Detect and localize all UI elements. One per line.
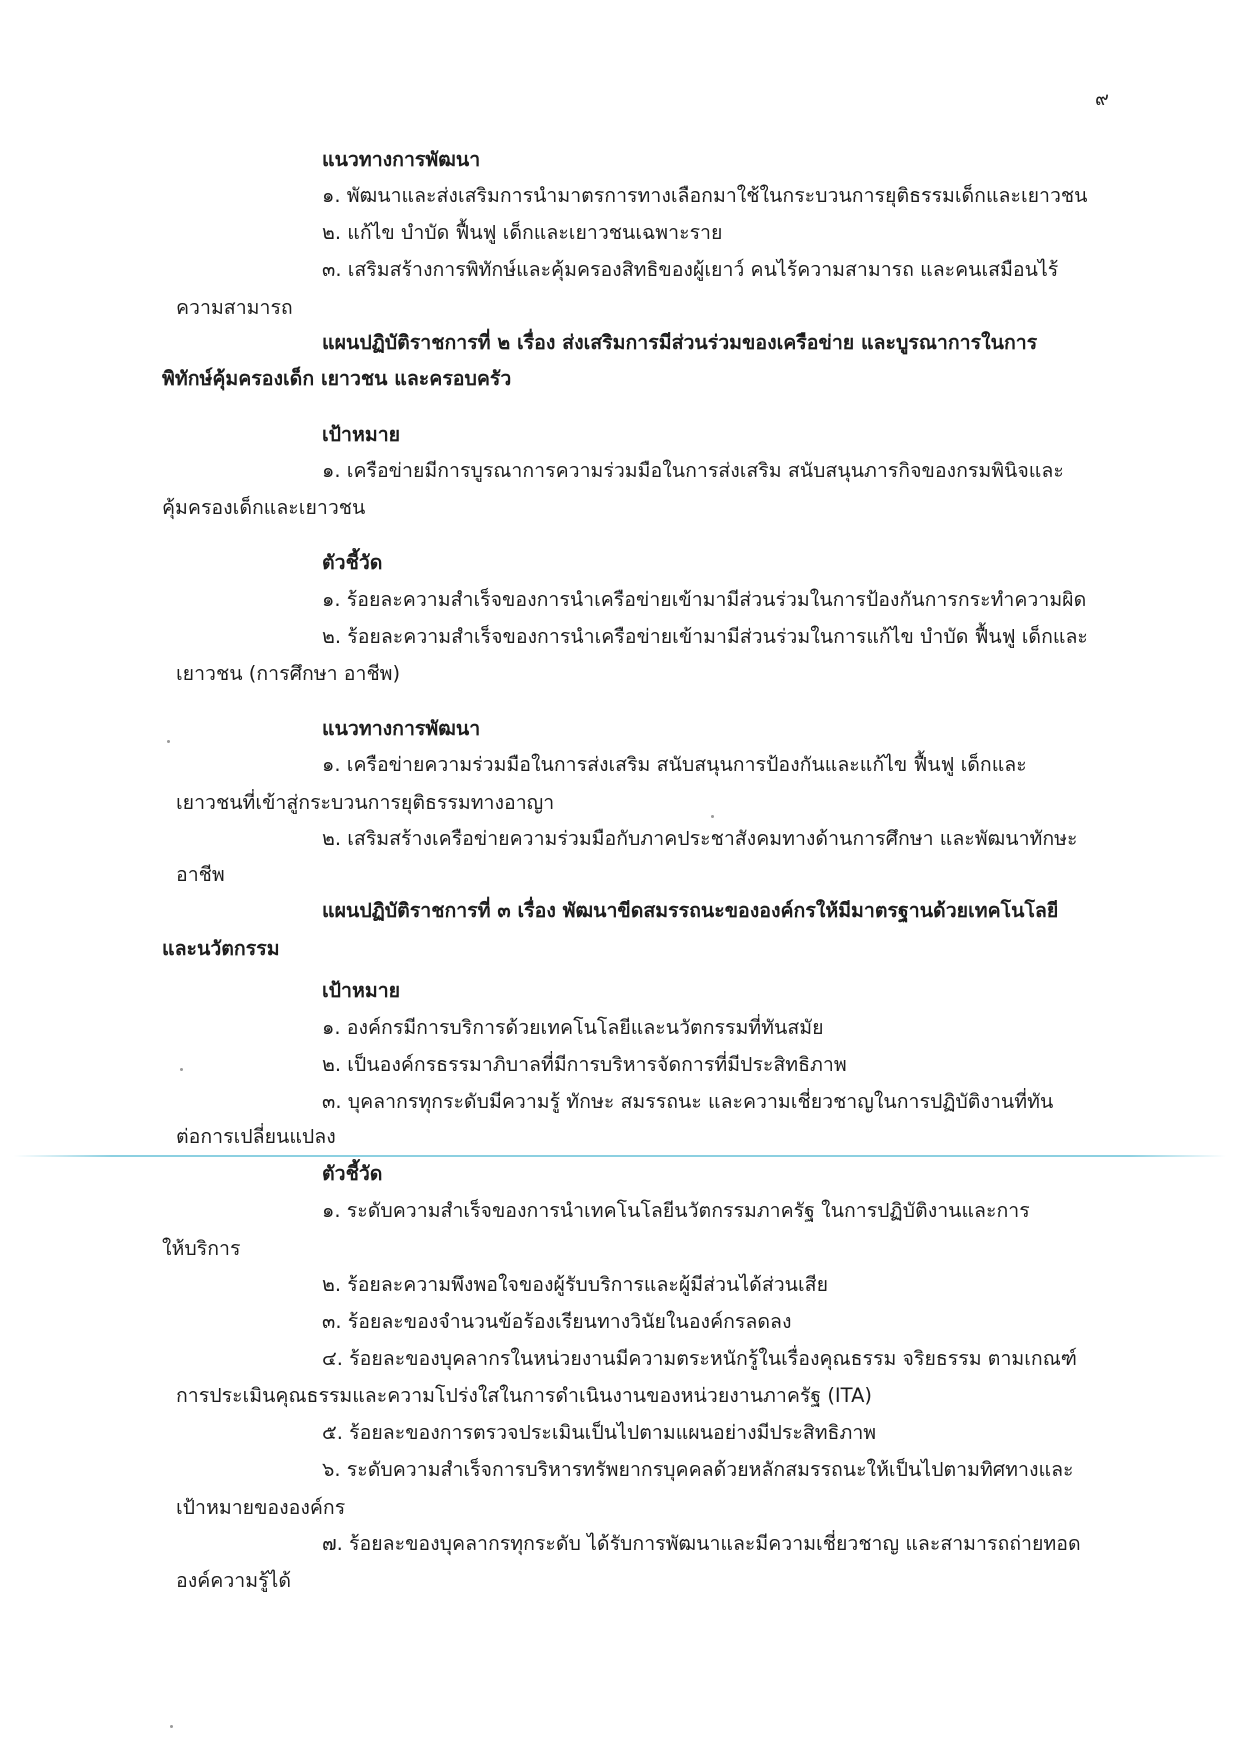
scan-speck (711, 815, 714, 818)
page-number: ๙ (1095, 88, 1109, 110)
text-line: เยาวชนที่เข้าสู่กระบวนการยุติธรรมทางอาญา (176, 791, 555, 814)
text-line: ๑. เครือข่ายมีการบูรณาการความร่วมมือในการส่งเสริม สนับสนุนภารกิจของกรมพินิจและ (322, 459, 1064, 482)
text-line: ๓. ร้อยละของจำนวนข้อร้องเรียนทางวินัยในองค์กรลดลง (322, 1310, 792, 1333)
text-line: ๑. องค์กรมีการบริการด้วยเทคโนโลยีและนวัตกรรมที่ทันสมัย (322, 1016, 824, 1039)
section-heading: ตัวชี้วัด (322, 1162, 383, 1185)
text-line: ให้บริการ (162, 1237, 241, 1260)
section-heading: แผนปฏิบัติราชการที่ ๓ เรื่อง พัฒนาขีดสมรรถนะขององค์กรให้มีมาตรฐานด้วยเทคโนโลยี (322, 899, 1059, 922)
section-heading: แนวทางการพัฒนา (322, 148, 481, 171)
section-heading: แนวทางการพัฒนา (322, 717, 481, 740)
scan-speck (180, 1068, 183, 1071)
text-line: ๔. ร้อยละของบุคลากรในหน่วยงานมีความตระหนักรู้ในเรื่องคุณธรรม จริยธรรม ตามเกณฑ์ (322, 1347, 1077, 1370)
text-line: อาชีพ (176, 863, 225, 886)
text-line: ๕. ร้อยละของการตรวจประเมินเป็นไปตามแผนอย่างมีประสิทธิภาพ (322, 1421, 877, 1444)
text-line: ๒. ร้อยละความสำเร็จของการนำเครือข่ายเข้ามามีส่วนร่วมในการแก้ไข บำบัด ฟื้นฟู เด็กและ (322, 625, 1088, 648)
text-line: ๓. เสริมสร้างการพิทักษ์และคุ้มครองสิทธิของผู้เยาว์ คนไร้ความสามารถ และคนเสมือนไร้ (322, 258, 1059, 281)
text-line: การประเมินคุณธรรมและความโปร่งใสในการดำเนินงานของหน่วยงานภาครัฐ (ITA) (176, 1384, 873, 1407)
text-line: องค์ความรู้ได้ (176, 1569, 292, 1592)
text-line: คุ้มครองเด็กและเยาวชน (162, 496, 366, 519)
text-line: ๑. ระดับความสำเร็จของการนำเทคโนโลยีนวัตกรรมภาครัฐ ในการปฏิบัติงานและการ (322, 1199, 1030, 1222)
section-heading: แผนปฏิบัติราชการที่ ๒ เรื่อง ส่งเสริมการมีส่วนร่วมของเครือข่าย และบูรณาการในการ (322, 331, 1038, 354)
section-heading: ตัวชี้วัด (322, 551, 383, 574)
text-line: เป้าหมายขององค์กร (176, 1496, 346, 1519)
section-heading: เป้าหมาย (322, 423, 401, 446)
text-line: เยาวชน (การศึกษา อาชีพ) (176, 662, 401, 685)
text-line: ๖. ระดับความสำเร็จการบริหารทรัพยากรบุคคลด้วยหลักสมรรถนะให้เป็นไปตามทิศทางและ (322, 1458, 1074, 1481)
text-line: ๒. เสริมสร้างเครือข่ายความร่วมมือกับภาคประชาสังคมทางด้านการศึกษา และพัฒนาทักษะ (322, 827, 1078, 850)
section-heading: เป้าหมาย (322, 979, 401, 1002)
text-line: ๗. ร้อยละของบุคลากรทุกระดับ ได้รับการพัฒนาและมีความเชี่ยวชาญ และสามารถถ่ายทอด (322, 1532, 1081, 1555)
text-line: ๓. บุคลากรทุกระดับมีความรู้ ทักษะ สมรรถนะ และความเชี่ยวชาญในการปฏิบัติงานที่ทัน (322, 1090, 1054, 1113)
scan-speck (170, 1725, 173, 1728)
text-line: ๑. เครือข่ายความร่วมมือในการส่งเสริม สนับสนุนการป้องกันและแก้ไข ฟื้นฟู เด็กและ (322, 753, 1027, 776)
section-heading: พิทักษ์คุ้มครองเด็ก เยาวชน และครอบครัว (162, 367, 512, 390)
section-heading: และนวัตกรรม (162, 937, 280, 960)
text-line: ๒. แก้ไข บำบัด ฟื้นฟู เด็กและเยาวชนเฉพาะราย (322, 221, 723, 244)
text-line: ต่อการเปลี่ยนแปลง (176, 1125, 336, 1148)
text-line: ๒. เป็นองค์กรธรรมาภิบาลที่มีการบริหารจัดการที่มีประสิทธิภาพ (322, 1053, 847, 1076)
text-line: ๑. พัฒนาและส่งเสริมการนำมาตรการทางเลือกมาใช้ในกระบวนการยุติธรรมเด็กและเยาวชน (322, 184, 1088, 207)
text-line: ๒. ร้อยละความพึงพอใจของผู้รับบริการและผู้มีส่วนได้ส่วนเสีย (322, 1273, 828, 1296)
text-line: ๑. ร้อยละความสำเร็จของการนำเครือข่ายเข้ามามีส่วนร่วมในการป้องกันการกระทำความผิด (322, 588, 1087, 611)
scan-speck (167, 740, 170, 743)
text-line: ความสามารถ (176, 296, 293, 319)
scan-artifact-line (14, 1155, 1226, 1157)
